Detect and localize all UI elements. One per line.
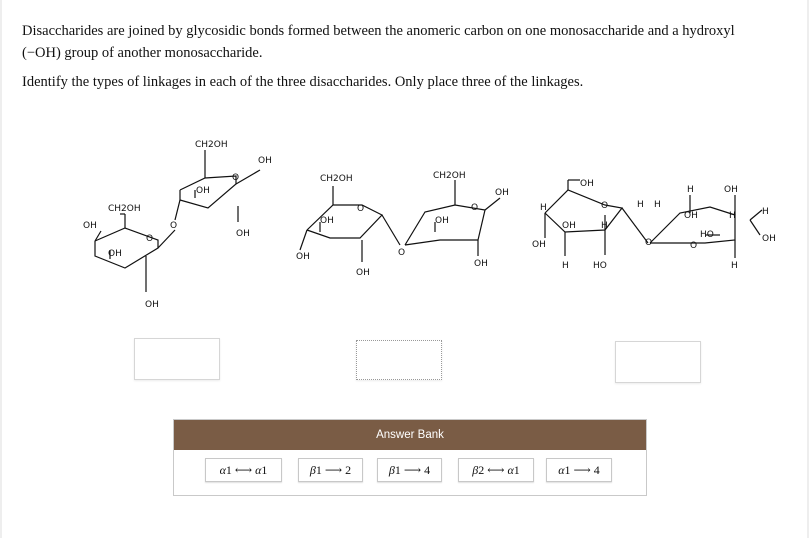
chip-greek-1: α [219,463,226,477]
label-o: O [146,234,154,244]
linkage-chip-a1-4[interactable] [546,458,612,482]
chip-greek-1: β [472,463,479,477]
label-h: H [687,185,694,195]
chip-greek-1: α [558,463,565,477]
label-h: H [654,200,661,210]
label-oh: OH [320,216,334,226]
label-h: H [562,261,569,271]
chip-num-1: 1 [225,463,232,477]
question-line-1: Disaccharides are joined by glycosidic bonds formed between the anomeric carbon on one monosaccharide and a hydroxyl [22,23,735,39]
label-oh: OH [236,229,250,239]
label-oh: OH [145,300,159,310]
chip-num-1: 1 [564,463,571,477]
chip-num-2: 1 [261,463,268,477]
label-o: O [398,248,406,258]
label-oh: OH [435,216,449,226]
label-o: O [690,241,698,251]
label-o: O [357,204,365,214]
label-oh: OH [580,179,594,189]
label-oh: OH [196,186,210,196]
chip-greek-2: α [507,463,514,477]
label-ch2oh: CH2OH [108,204,141,214]
label-h: H [729,211,736,221]
chip-arrow: ⟶ [403,463,422,477]
label-h: H [601,221,608,231]
chip-greek-1: β [388,463,395,477]
label-oh: OH [258,156,272,166]
label-oh: OH [83,221,97,231]
label-oh: OH [684,211,698,221]
label-o: O [471,203,479,213]
label-ho: HO [700,230,714,240]
label-h: H [540,203,547,213]
chip-num-1: 2 [478,463,485,477]
answer-bank-title: Answer Bank [174,420,646,450]
linkage-drop-target-1[interactable] [134,338,220,380]
chip-greek-1: β [309,463,316,477]
label-oh: OH [762,234,776,244]
molecule-labels [83,140,776,310]
label-o: O [232,173,240,183]
chip-num-2: 4 [424,463,431,477]
linkage-drop-target-2[interactable] [356,340,442,380]
chip-num-1: 1 [315,463,322,477]
label-oh: OH [532,240,546,250]
chip-arrow: ⟶ [573,463,591,477]
label-oh: OH [108,249,122,259]
label-o: O [645,238,653,248]
chip-num-1: 1 [394,463,401,477]
label-h: H [762,207,769,217]
label-o: O [170,221,178,231]
chip-num-2: 1 [513,463,520,477]
linkage-chip-b1-2[interactable] [298,458,363,482]
chip-arrow: ⟶ [324,463,343,477]
label-ch2oh: CH2OH [320,174,353,184]
chip-num-2: 4 [593,463,600,477]
label-ho: HO [593,261,607,271]
linkage-chip-a1-a1[interactable] [205,458,282,482]
label-oh: OH [724,185,738,195]
label-h: H [731,261,738,271]
label-oh: OH [474,259,488,269]
label-h: H [637,200,644,210]
chip-arrow: ⟷ [487,463,505,477]
linkage-drop-target-3[interactable] [615,341,701,383]
question-instruction: Identify the types of linkages in each of the three disaccharides. Only place three of the linkages. [22,74,584,90]
linkage-chip-b2-a1[interactable] [458,458,534,482]
label-o: O [601,201,609,211]
linkage-chip-b1-4[interactable] [377,458,442,482]
label-oh: OH [356,268,370,278]
label-oh: OH [495,188,509,198]
chip-arrow: ⟷ [234,463,253,477]
chip-num-2: 2 [345,463,352,477]
question-line-1b: (−OH) group of another monosaccharide. [22,45,263,61]
label-ch2oh: CH2OH [433,171,466,181]
label-oh: OH [562,221,576,231]
chip-greek-2: α [255,463,262,477]
label-oh: OH [296,252,310,262]
label-ch2oh: CH2OH [195,140,228,150]
